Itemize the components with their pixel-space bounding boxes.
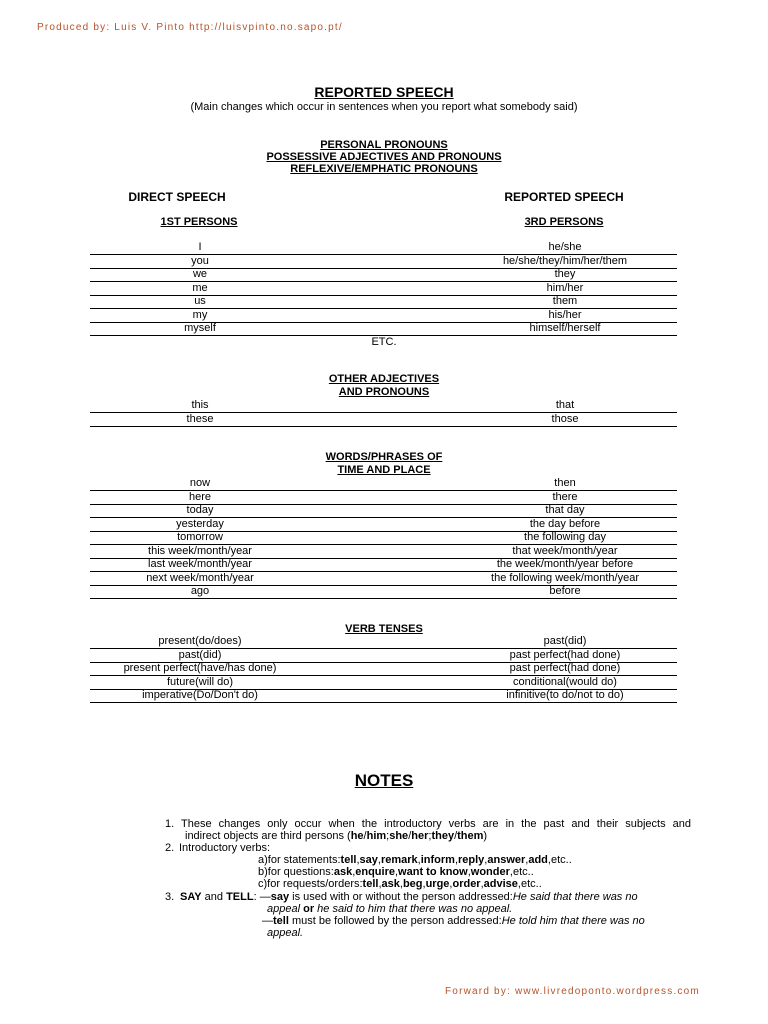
reported-form: there [552, 490, 578, 503]
reported-form: the day before [529, 517, 601, 530]
direct-form: we [192, 268, 208, 280]
reported-form: he/she [548, 241, 582, 253]
direct-form: ago [190, 585, 210, 597]
direct-form: present perfect(have/has done) [123, 662, 277, 674]
direct-form: these [186, 412, 214, 425]
direct-form: future(will do) [166, 675, 234, 688]
reported-speech-label: REPORTED SPEECH [504, 190, 624, 204]
reported-form: them [552, 295, 578, 307]
note-3-line-2: appeal or he said to him that there was no appeal. [267, 903, 513, 915]
direct-form: me [192, 281, 208, 294]
third-persons-label: 3RD PERSONS [524, 216, 604, 228]
reported-form: those [551, 412, 579, 425]
table-row [90, 295, 677, 308]
table-row [90, 413, 677, 426]
reported-form: he/she/they/him/her/them [502, 254, 628, 267]
table-row [90, 282, 677, 295]
direct-form: present(do/does) [158, 635, 242, 647]
reported-form: the following day [524, 531, 606, 543]
direct-form: today [186, 504, 214, 516]
table-row [90, 545, 677, 558]
reported-form: that week/month/year [512, 544, 618, 557]
reported-form: before [549, 585, 581, 597]
direct-form: next week/month/year [146, 571, 254, 584]
reported-form: that day [545, 504, 585, 516]
row-rule [90, 702, 677, 703]
table-row [90, 518, 677, 531]
other-heading-1: OTHER ADJECTIVES [328, 373, 440, 385]
table-row [90, 255, 677, 268]
table-row [90, 585, 677, 598]
pronouns-heading-3: REFLEXIVE/EMPHATIC PRONOUNS [290, 163, 478, 175]
note-2b: b)for questions:ask,enquire,want to know,wonder,etc.. [258, 866, 534, 878]
table-row [90, 399, 677, 412]
pronouns-heading-2: POSSESSIVE ADJECTIVES AND PRONOUNS [266, 151, 502, 163]
reported-form: himself/herself [529, 322, 601, 334]
page-title: REPORTED SPEECH [314, 84, 454, 100]
direct-form: past(did) [178, 648, 222, 661]
reported-form: conditional(would do) [513, 675, 617, 688]
table-row [90, 649, 677, 662]
direct-form: myself [184, 322, 216, 334]
table-row [90, 662, 677, 675]
reported-form: past perfect(had done) [509, 662, 621, 674]
table-row [90, 241, 677, 254]
reported-form: the following week/month/year [491, 571, 639, 584]
page-subtitle: (Main changes which occur in sentences when you report what somebody said) [190, 101, 578, 113]
reported-form: then [554, 477, 576, 489]
note-3-number: 3. [165, 891, 175, 903]
note-3-line-3: —tell must be followed by the person addressed:He told him that there was no [262, 915, 645, 927]
reported-form: infinitive(to do/not to do) [506, 689, 624, 701]
table-row [90, 504, 677, 517]
row-rule [90, 598, 677, 599]
direct-form: this week/month/year [148, 544, 252, 557]
reported-form: past perfect(had done) [509, 648, 621, 661]
table-row [90, 322, 677, 335]
verb-tenses-heading: VERB TENSES [345, 623, 423, 635]
table-row [90, 676, 677, 689]
note-2a: a)for statements:tell,say,remark,inform,reply,answer,add,etc.. [258, 854, 572, 866]
producer-credit: Produced by: Luis V. Pinto http://luisvpinto.no.sapo.pt/ [37, 22, 343, 33]
table-row [90, 635, 677, 648]
note-1-line-1: These changes only occur when the introductory verbs are in the past and their subjects and [181, 818, 691, 830]
forward-credit: Forward by: www.livredoponto.wordpress.com [445, 986, 700, 997]
reported-form: him/her [546, 281, 584, 294]
reported-form: his/her [548, 308, 582, 321]
reported-form: past(did) [543, 635, 587, 647]
notes-title: NOTES [354, 771, 414, 790]
table-row [90, 689, 677, 702]
first-persons-label: 1ST PERSONS [160, 216, 238, 228]
direct-form: us [194, 295, 206, 307]
direct-form: last week/month/year [148, 558, 252, 570]
note-3-line-1: SAY and TELL: —say is used with or without the person addressed:He said that there was no [180, 891, 638, 903]
reported-form: they [554, 268, 576, 280]
row-rule [90, 426, 677, 427]
table-row [90, 558, 677, 571]
direct-form: you [191, 254, 209, 267]
direct-form: now [189, 477, 211, 489]
table-row [90, 268, 677, 281]
time-heading-2: TIME AND PLACE [337, 464, 431, 476]
table-row [90, 491, 677, 504]
table-row [90, 572, 677, 585]
direct-form: here [188, 490, 212, 503]
table-row [90, 477, 677, 490]
note-2-number: 2. [165, 842, 175, 854]
pronouns-heading-1: PERSONAL PRONOUNS [320, 139, 448, 151]
note-1-line-2: indirect objects are third persons (he/him;she/her;they/them) [185, 830, 488, 842]
note-2c: c)for requests/orders:tell,ask,beg,urge,order,advise,etc.. [258, 878, 542, 890]
direct-form: yesterday [176, 517, 224, 530]
reported-form: that [555, 399, 575, 411]
other-heading-2: AND PRONOUNS [338, 386, 430, 398]
reported-form: the week/month/year before [496, 558, 634, 570]
etc-text: ETC. [371, 336, 397, 348]
direct-speech-label: DIRECT SPEECH [128, 190, 226, 204]
direct-form: I [198, 241, 202, 253]
direct-form: my [192, 308, 208, 321]
table-row [90, 309, 677, 322]
note-3-line-4: appeal. [267, 927, 304, 939]
note-1-number: 1. [165, 818, 175, 830]
table-row [90, 531, 677, 544]
direct-form: tomorrow [177, 531, 223, 543]
time-heading-1: WORDS/PHRASES OF [325, 451, 443, 463]
note-2-intro: Introductory verbs: [179, 842, 271, 854]
direct-form: imperative(Do/Don't do) [142, 689, 258, 701]
direct-form: this [191, 399, 209, 411]
